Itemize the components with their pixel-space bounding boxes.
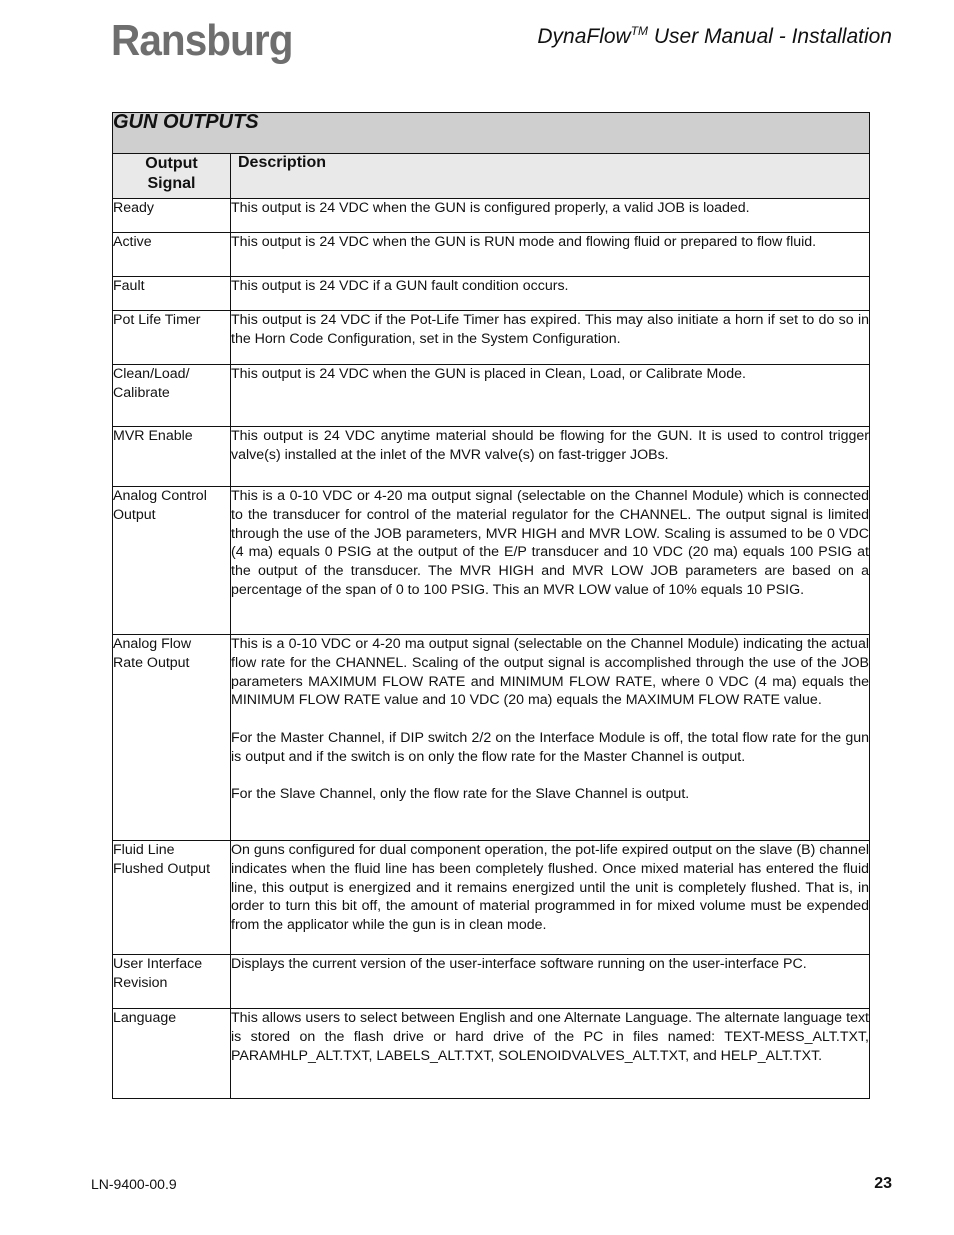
description-paragraph: This output is 24 VDC anytime material should be flowing for the GUN. It is used to control trigger valve(s) installed at the inlet of the MVR valve(s) on fast-trigger JOBs. bbox=[231, 428, 869, 463]
description-cell bbox=[231, 841, 870, 955]
table-row bbox=[113, 311, 870, 365]
description-paragraph: This is a 0-10 VDC or 4-20 ma output signal (selectable on the Channel Module) indicating the actual flow rate for the CHANNEL. Scaling of the output signal is accomplished through the use of the JOB parameters MAXIMUM FLOW RATE and MINIMUM FLOW RATE, where 0 VDC (4 ma) equals the MINIMUM FLOW RATE value and 10 VDC (20 ma) equals the MAXIMUM FLOW RATE value. bbox=[231, 636, 869, 709]
gun-outputs-table bbox=[112, 112, 870, 1099]
description-paragraph: This output is 24 VDC if a GUN fault condition occurs. bbox=[231, 278, 569, 294]
description-cell bbox=[231, 199, 870, 233]
ransburg-logo bbox=[111, 16, 308, 70]
description-paragraph: This output is 24 VDC if the Pot-Life Timer has expired. This may also initiate a horn if set to do so in the Horn Code Configuration, set in the System Configuration. bbox=[231, 312, 869, 347]
description-cell bbox=[231, 955, 870, 1009]
description-paragraph: This output is 24 VDC when the GUN is configured properly, a valid JOB is loaded. bbox=[231, 200, 750, 216]
table-row bbox=[113, 365, 870, 427]
table-title: GUN OUTPUTS bbox=[113, 113, 870, 154]
column-header-output-signal: Output Signal bbox=[113, 154, 231, 199]
output-signal-cell: User Interface Revision bbox=[113, 955, 231, 1009]
description-cell bbox=[231, 487, 870, 635]
table-row bbox=[113, 277, 870, 311]
description-cell bbox=[231, 277, 870, 311]
description-paragraph: This output is 24 VDC when the GUN is placed in Clean, Load, or Calibrate Mode. bbox=[231, 366, 746, 382]
output-signal-cell: Fault bbox=[113, 277, 231, 311]
output-signal-cell: Fluid Line Flushed Output bbox=[113, 841, 231, 955]
description-cell bbox=[231, 365, 870, 427]
description-cell bbox=[231, 427, 870, 487]
table-row bbox=[113, 427, 870, 487]
description-cell bbox=[231, 1009, 870, 1099]
output-signal-cell: Analog Flow Rate Output bbox=[113, 635, 231, 841]
title-rest: User Manual - Installation bbox=[648, 25, 892, 48]
description-cell bbox=[231, 233, 870, 277]
title-trademark: TM bbox=[630, 24, 649, 38]
page-number: 23 bbox=[874, 1175, 892, 1192]
table-row bbox=[113, 635, 870, 841]
description-cell bbox=[231, 311, 870, 365]
output-signal-cell: MVR Enable bbox=[113, 427, 231, 487]
column-header-description: Description bbox=[231, 154, 870, 199]
output-signal-cell: Language bbox=[113, 1009, 231, 1099]
document-title bbox=[537, 24, 892, 49]
logo-text: Ransburg bbox=[111, 16, 293, 65]
table-row bbox=[113, 233, 870, 277]
table-row bbox=[113, 955, 870, 1009]
description-paragraph: For the Slave Channel, only the flow rate for the Slave Channel is output. bbox=[231, 786, 690, 803]
description-paragraph: For the Master Channel, if DIP switch 2/2 on the Interface Module is off, the total flow rate for the gun is output and if the switch is on only the flow rate for the Master Channel is output. bbox=[231, 729, 869, 765]
description-paragraph: On guns configured for dual component operation, the pot-life expired output on the slave (B) channel indicates when the fluid line has been completely flushed. Once mixed material has entered the fluid line, this output is energized and it remains energized until the unit is completely flushed. That is, in order to turn this bit off, the amount of material programmed in for mixed volume must be expended from the applicator while the gun is in clean mode. bbox=[231, 842, 869, 934]
title-product: DynaFlow bbox=[537, 25, 631, 48]
table-body bbox=[113, 199, 870, 1099]
description-paragraph: Displays the current version of the user-interface software running on the user-interface PC. bbox=[231, 956, 807, 972]
table-row bbox=[113, 841, 870, 955]
table-row bbox=[113, 199, 870, 233]
document-number: LN-9400-00.9 bbox=[91, 1176, 177, 1192]
table-row bbox=[113, 487, 870, 635]
description-paragraph: This output is 24 VDC when the GUN is RUN mode and flowing fluid or prepared to flow fluid. bbox=[231, 234, 817, 250]
output-signal-cell: Active bbox=[113, 233, 231, 277]
description-cell bbox=[231, 635, 870, 841]
output-signal-cell: Pot Life Timer bbox=[113, 311, 231, 365]
output-signal-cell: Analog Control Output bbox=[113, 487, 231, 635]
output-signal-cell: Ready bbox=[113, 199, 231, 233]
description-paragraph: This allows users to select between English and one Alternate Language. The alternate language text is stored on the flash drive or hard drive of the PC in files named: TEXT-MESS_ALT.TXT, PARAMHLP_ALT.TXT, LABELS_ALT.TXT, SOLENOIDVALVES_ALT.TXT, and HELP_ALT.TXT. bbox=[231, 1010, 869, 1064]
table-row bbox=[113, 1009, 870, 1099]
description-paragraph: This is a 0-10 VDC or 4-20 ma output signal (selectable on the Channel Module) which is connected to the transducer for control of the material regulator for the CHANNEL. The output signal is limited through the use of the JOB parameters, MVR HIGH and MVR LOW. Scaling is assumed to be 0 VDC (4 ma) equals 0 PSIG at the output of the E/P transducer and 10 VDC (20 ma) equals 100 PSIG at the output of the transducer. The MVR HIGH and MVR LOW JOB parameters are based on a percentage of the span of 0 to 100 PSIG. This an MVR LOW value of 10% equals 10 PSIG. bbox=[231, 488, 869, 598]
output-signal-cell: Clean/Load/ Calibrate bbox=[113, 365, 231, 427]
